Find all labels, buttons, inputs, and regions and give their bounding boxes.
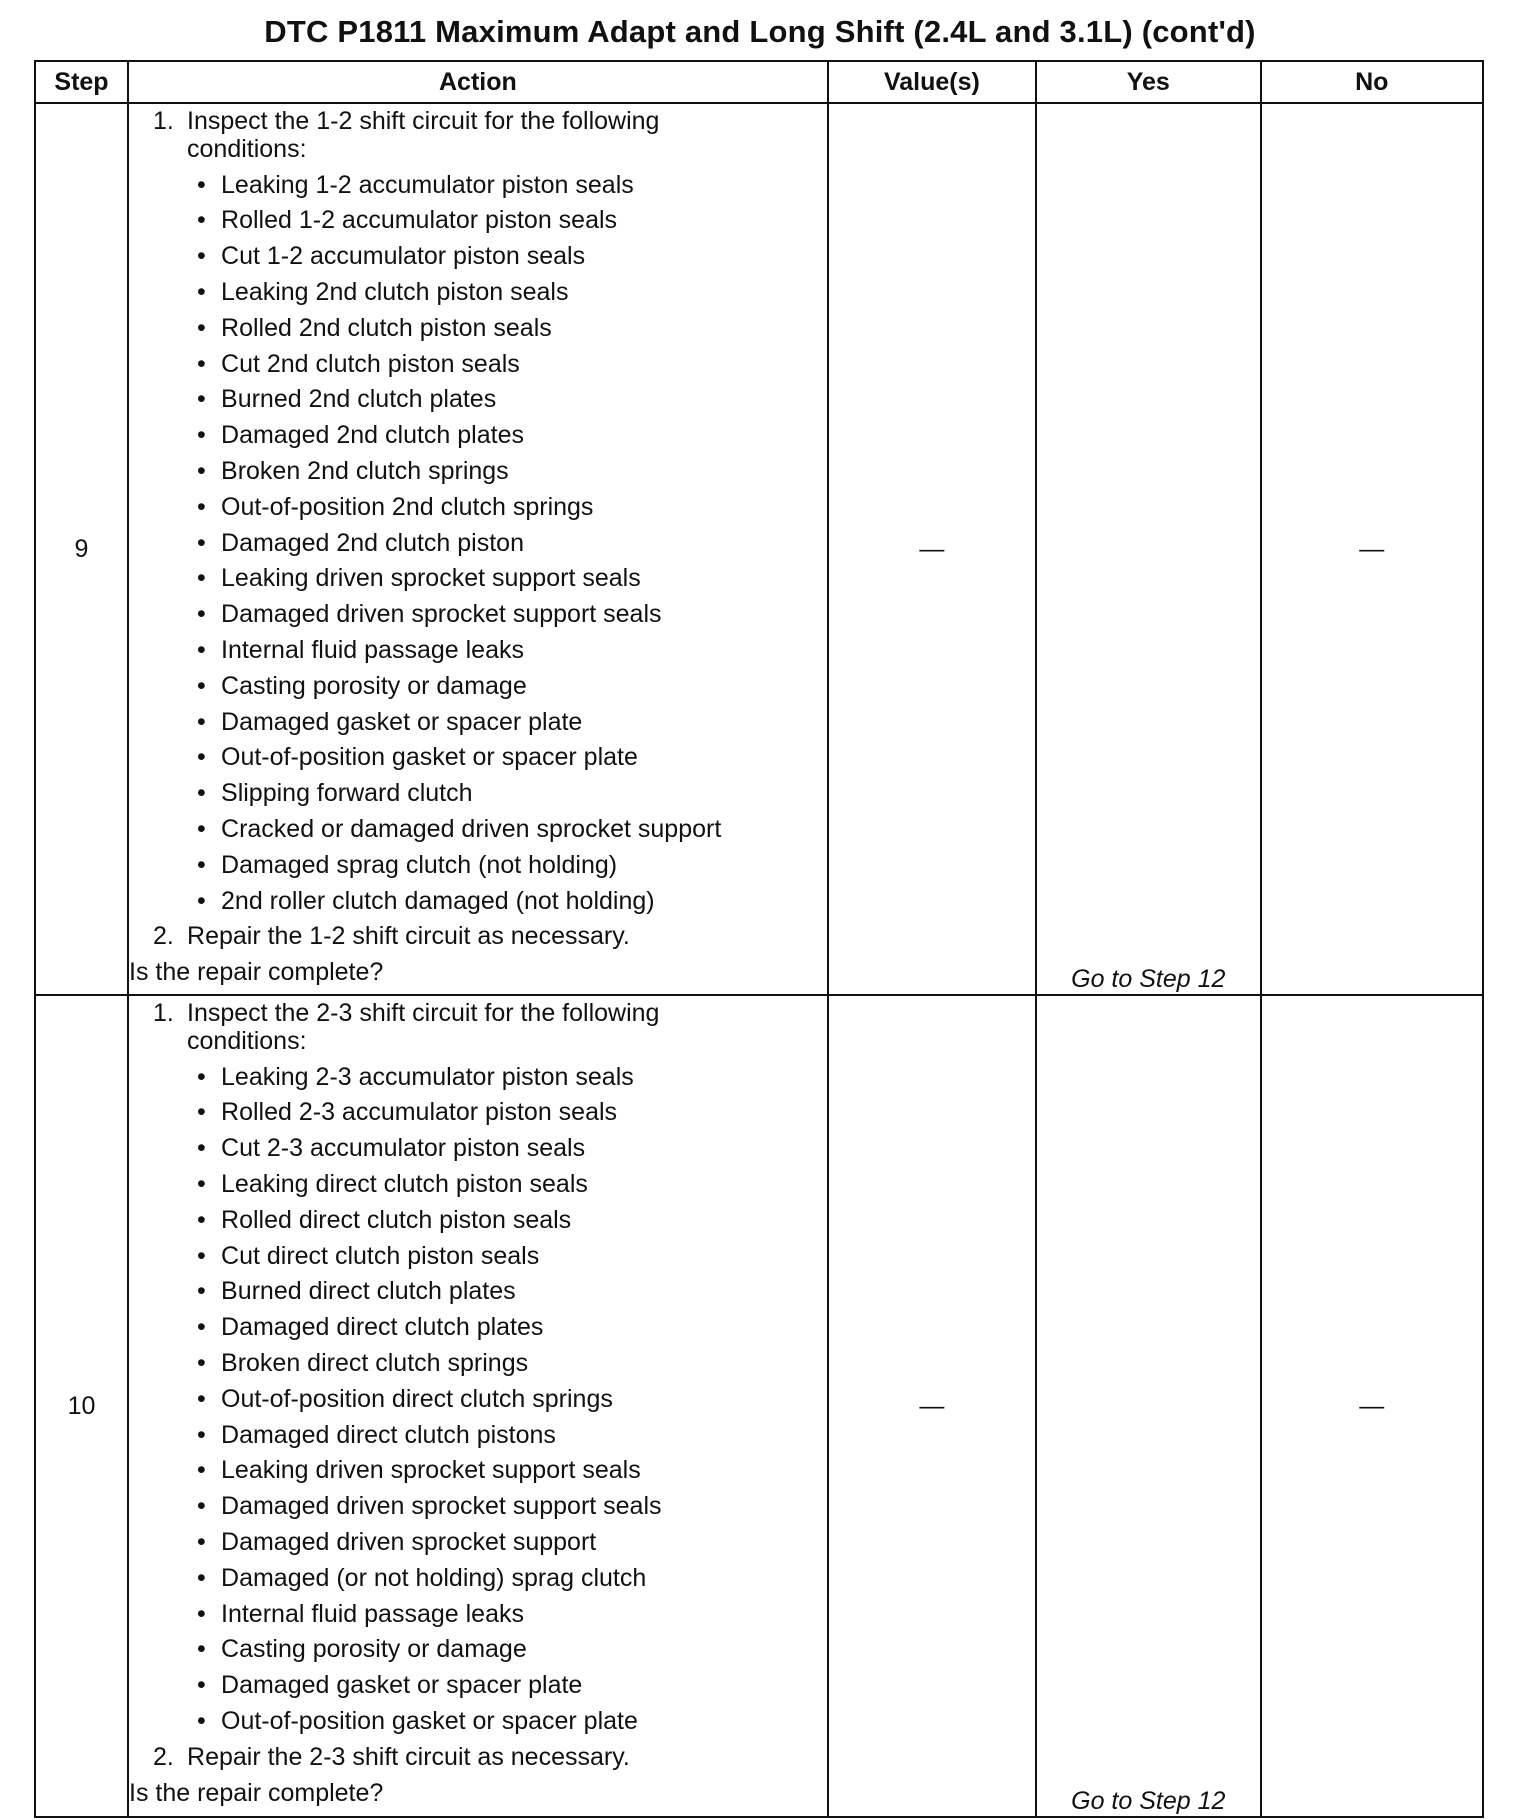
instruction-text: Repair the 2-3 shift circuit as necessary. bbox=[187, 1742, 630, 1771]
header-values: Value(s) bbox=[828, 61, 1036, 103]
instruction-text: Inspect the 1-2 shift circuit for the following bbox=[187, 107, 660, 135]
action-cell bbox=[128, 103, 828, 995]
condition-item: • Cut 1-2 accumulator piston seals bbox=[197, 239, 827, 275]
condition-item: • Out-of-position gasket or spacer plate bbox=[197, 740, 827, 776]
condition-item: • Leaking 1-2 accumulator piston seals bbox=[197, 168, 827, 204]
condition-item: • Damaged (or not holding) sprag clutch bbox=[197, 1561, 827, 1597]
header-action: Action bbox=[128, 61, 828, 103]
instruction-text: Inspect the 2-3 shift circuit for the following bbox=[187, 999, 660, 1027]
condition-item: • Cut 2nd clutch piston seals bbox=[197, 347, 827, 383]
condition-item: • Damaged 2nd clutch plates bbox=[197, 418, 827, 454]
header-no: No bbox=[1261, 61, 1484, 103]
condition-item: • Out-of-position 2nd clutch springs bbox=[197, 490, 827, 526]
action-cell bbox=[128, 995, 828, 1817]
condition-item: • Leaking direct clutch piston seals bbox=[197, 1167, 827, 1203]
table-row-step-10 bbox=[35, 995, 1483, 1817]
no-cell: — bbox=[1261, 995, 1484, 1817]
condition-item: • Damaged 2nd clutch piston bbox=[197, 526, 827, 562]
table-row-step-9 bbox=[35, 103, 1483, 995]
condition-item: • Broken direct clutch springs bbox=[197, 1346, 827, 1382]
header-yes: Yes bbox=[1036, 61, 1260, 103]
condition-item: • Burned direct clutch plates bbox=[197, 1274, 827, 1310]
condition-item: • Casting porosity or damage bbox=[197, 669, 827, 705]
value-cell: — bbox=[828, 103, 1036, 995]
condition-item: • Rolled 2-3 accumulator piston seals bbox=[197, 1095, 827, 1131]
instruction-number: 2. bbox=[153, 1742, 174, 1771]
condition-item: • Damaged driven sprocket support seals bbox=[197, 597, 827, 633]
yes-cell: Go to Step 12 bbox=[1036, 103, 1260, 995]
yes-cell: Go to Step 12 bbox=[1036, 995, 1260, 1817]
question-text: Is the repair complete? bbox=[129, 958, 384, 987]
repair-instruction bbox=[129, 919, 827, 955]
no-cell: — bbox=[1261, 103, 1484, 995]
instruction-continuation: conditions: bbox=[187, 134, 307, 163]
condition-item: • Burned 2nd clutch plates bbox=[197, 382, 827, 418]
condition-item: • Leaking 2nd clutch piston seals bbox=[197, 275, 827, 311]
condition-item: • Damaged gasket or spacer plate bbox=[197, 1668, 827, 1704]
condition-item: • Leaking driven sprocket support seals bbox=[197, 1453, 827, 1489]
instruction-number: 1. bbox=[153, 999, 174, 1027]
condition-item: • Rolled direct clutch piston seals bbox=[197, 1203, 827, 1239]
page-title: DTC P1811 Maximum Adapt and Long Shift (2.4L and 3.1L) (cont'd) bbox=[264, 14, 1256, 49]
condition-item: • Damaged driven sprocket support seals bbox=[197, 1489, 827, 1525]
condition-item: • Rolled 1-2 accumulator piston seals bbox=[197, 203, 827, 239]
condition-item: • Out-of-position gasket or spacer plate bbox=[197, 1704, 827, 1740]
header-step: Step bbox=[35, 61, 128, 103]
condition-item: • Leaking driven sprocket support seals bbox=[197, 561, 827, 597]
condition-item: • Out-of-position direct clutch springs bbox=[197, 1382, 827, 1418]
condition-list bbox=[129, 168, 827, 920]
question-text: Is the repair complete? bbox=[129, 1778, 384, 1807]
condition-item: • Cut 2-3 accumulator piston seals bbox=[197, 1131, 827, 1167]
instruction-text: Repair the 1-2 shift circuit as necessary. bbox=[187, 922, 630, 951]
instruction-continuation: conditions: bbox=[187, 1026, 307, 1055]
condition-item: • Leaking 2-3 accumulator piston seals bbox=[197, 1060, 827, 1096]
condition-item: • Damaged driven sprocket support bbox=[197, 1525, 827, 1561]
condition-item: • Broken 2nd clutch springs bbox=[197, 454, 827, 490]
condition-item: • Cracked or damaged driven sprocket support bbox=[197, 812, 827, 848]
condition-item: • Damaged direct clutch pistons bbox=[197, 1418, 827, 1454]
condition-list bbox=[129, 1060, 827, 1740]
instruction-number: 2. bbox=[153, 922, 174, 951]
condition-item: • Damaged gasket or spacer plate bbox=[197, 705, 827, 741]
condition-item: • Cut direct clutch piston seals bbox=[197, 1239, 827, 1275]
condition-item: • Internal fluid passage leaks bbox=[197, 1597, 827, 1633]
step-number: 9 bbox=[35, 103, 128, 995]
instruction-number: 1. bbox=[153, 107, 174, 135]
diagnostic-table bbox=[34, 60, 1484, 1818]
condition-item: • Casting porosity or damage bbox=[197, 1632, 827, 1668]
table-header-row bbox=[35, 61, 1483, 103]
repair-instruction bbox=[129, 1740, 827, 1776]
value-cell: — bbox=[828, 995, 1036, 1817]
condition-item: • Damaged sprag clutch (not holding) bbox=[197, 848, 827, 884]
condition-item: • Damaged direct clutch plates bbox=[197, 1310, 827, 1346]
condition-item: • Internal fluid passage leaks bbox=[197, 633, 827, 669]
condition-item: • Rolled 2nd clutch piston seals bbox=[197, 311, 827, 347]
step-number: 10 bbox=[35, 995, 128, 1817]
condition-item: • Slipping forward clutch bbox=[197, 776, 827, 812]
condition-item: • 2nd roller clutch damaged (not holding) bbox=[197, 884, 827, 920]
